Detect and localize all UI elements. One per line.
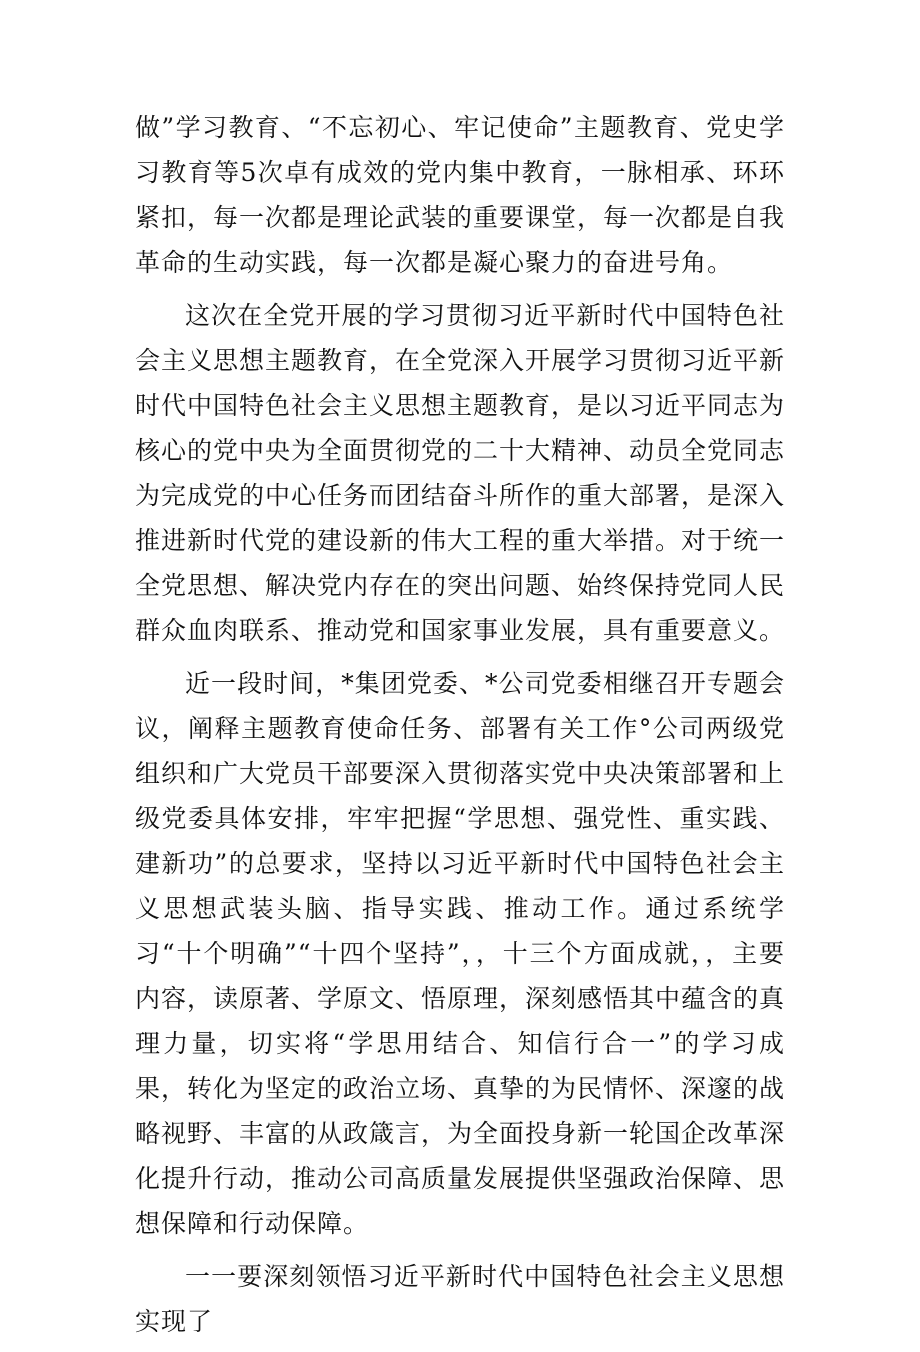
document-body (135, 105, 785, 1352)
paragraph-1: 做”学习教育、“不忘初心、牢记使命”主题教育、党史学习教育等5次卓有成效的党内集中教育，一脉相承、环环紧扣，每一次都是理论武装的重要课堂，每一次都是自我革命的生动实践，每一次都是凝心聚力的奋进号角。 (135, 113, 786, 277)
paragraph-4: 一一要深刻领悟习近平新时代中国特色社会主义思想实现了 (135, 1262, 785, 1336)
paragraph-3: 近一段时间，*集团党委、*公司党委相继召开专题会议，阐释主题教育使命任务、部署有关工作°公司两级党组织和广大党员干部要深入贯彻落实党中央决策部署和上级党委具体安排，牢牢把握“学思想、强党性、重实践、建新功”的总要求，坚持以习近平新时代中国特色社会主义思想武装头脑、指导实践、推动工作。通过系统学习“十个明确”“十四个坚持”，，十三个方面成就，，主要内容，读原著、学原文、悟原理，深刻感悟其中蕴含的真理力量，切实将“学思用结合、知信行合一”的学习成果，转化为坚定的政治立场、真挚的为民情怀、深邃的战略视野、丰富的从政箴言，为全面投身新一轮国企改革深化提升行动，推动公司高质量发展提供坚强政治保障、思想保障和行动保障。 (135, 669, 786, 1238)
paragraph-2: 这次在全党开展的学习贯彻习近平新时代中国特色社会主义思想主题教育，在全党深入开展学习贯彻习近平新时代中国特色社会主义思想主题教育，是以习近平同志为核心的党中央为全面贯彻党的二十大精神、动员全党同志为完成党的中心任务而团结奋斗所作的重大部署，是深入推进新时代党的建设新的伟大工程的重大举措。对于统一全党思想、解决党内存在的突出问题、始终保持党同人民群众血肉联系、推动党和国家事业发展，具有重要意义。 (135, 301, 786, 645)
